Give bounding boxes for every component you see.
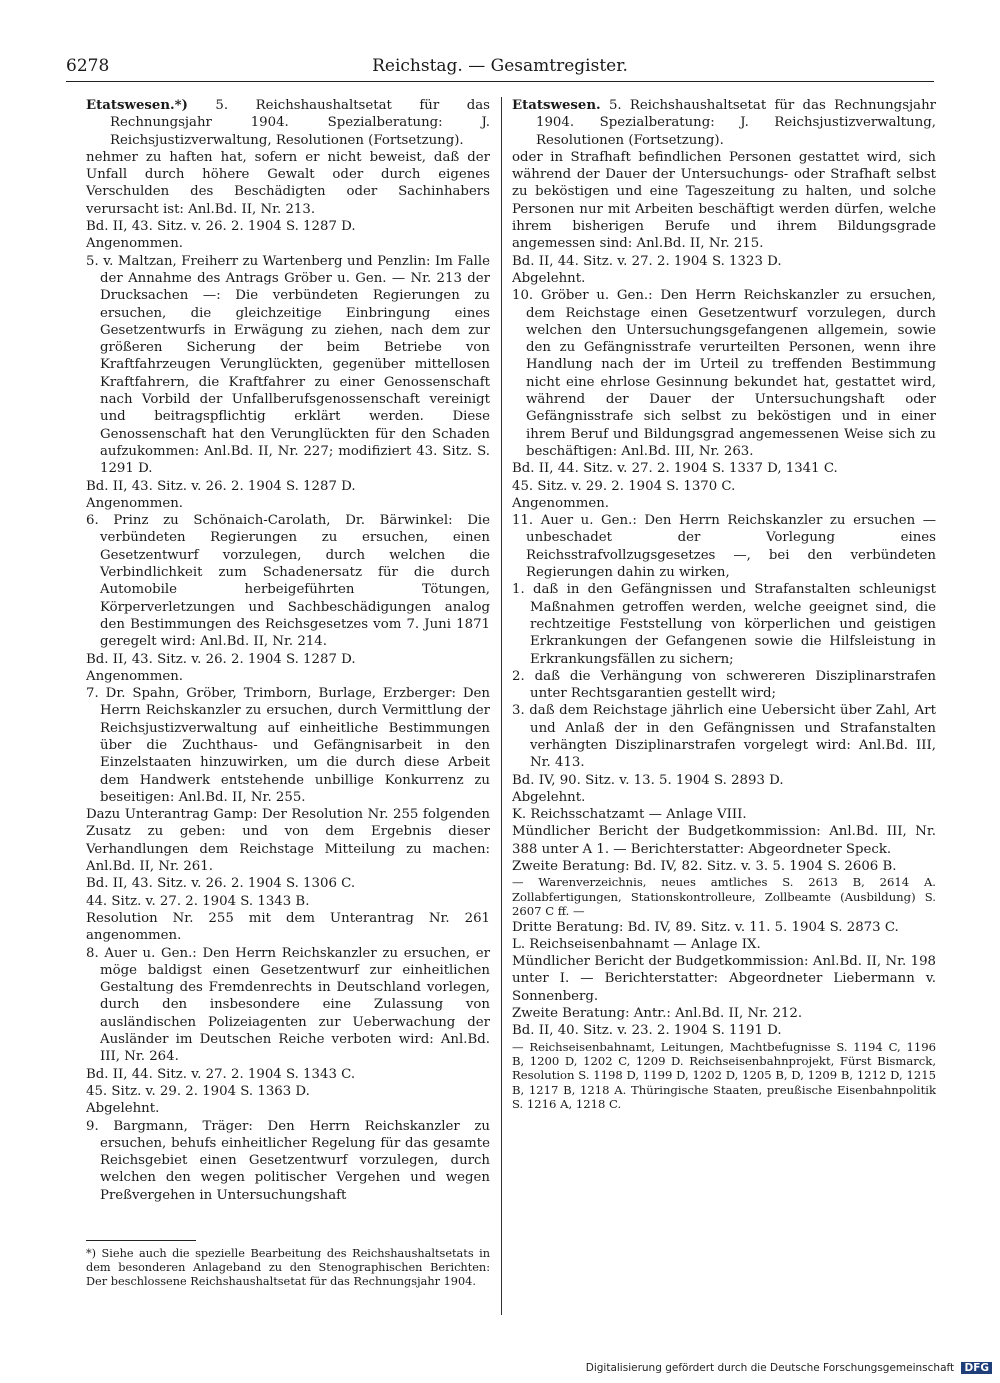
page-number: 6278 (66, 56, 110, 76)
register-line: Bd. II, 44. Sitz. v. 27. 2. 1904 S. 1337 D, 1341 C. (512, 461, 838, 477)
footnote (86, 1247, 490, 1288)
register-line: Bd. II, 40. Sitz. v. 23. 2. 1904 S. 1191 D. (512, 1023, 782, 1039)
register-line: Abgelehnt. (86, 1101, 160, 1117)
register-line: Abgelehnt. (512, 789, 586, 805)
register-line: Bd. II, 43. Sitz. v. 26. 2. 1904 S. 1287 D. (86, 219, 356, 235)
register-line: Dazu Unterantrag Gamp: Der Resolution Nr. 255 folgenden Zusatz zu geben: und von dem Ergebnis dieser Verhandlungen dem Reichstage Mitteilung zu machen: Anl.Bd. II, Nr. 261. (86, 807, 490, 875)
register-line: L. Reichseisenbahnamt — Anlage IX. (512, 936, 761, 952)
register-line: nehmer zu haften hat, sofern er nicht beweist, daß der Unfall durch höhere Gewalt oder durch eigenes Verschulden des Beschädigten oder Sachinhabers verursacht ist: Anl.Bd. II, Nr. 213. (86, 149, 490, 217)
header-rule (66, 81, 934, 82)
register-line: Bd. II, 43. Sitz. v. 26. 2. 1904 S. 1306 C. (86, 876, 356, 892)
register-line: Mündlicher Bericht der Budgetkommission: Anl.Bd. III, Nr. 388 unter A 1. — Berichterstatter: Abgeordneter Speck. (512, 824, 936, 857)
register-line: Bd. II, 44. Sitz. v. 27. 2. 1904 S. 1343 C. (86, 1066, 356, 1082)
register-line: Mündlicher Bericht der Budgetkommission: Anl.Bd. II, Nr. 198 unter I. — Berichterstatter: Abgeordneter Liebermann v. Sonnenberg. (512, 954, 936, 1004)
footnote-rule (86, 1240, 196, 1241)
register-line: 1. daß in den Gefängnissen und Strafanstalten schleunigst Maßnahmen getroffen werden, welche geeignet sind, die rechtzeitige Feststellung von körperlichen und geistigen Erkrankungen der Gefangenen sowie die Hilfsleistung in Erkrankungsfällen zu sichern; (512, 582, 936, 667)
credit-text: Digitalisierung gefördert durch die Deutsche Forschungsgemeinschaft (585, 1362, 955, 1374)
register-line: Bd. II, 44. Sitz. v. 27. 2. 1904 S. 1323 D. (512, 253, 782, 269)
section-label: Etatswesen. (512, 98, 601, 113)
register-line: Bd. II, 43. Sitz. v. 26. 2. 1904 S. 1287 D. (86, 478, 356, 494)
register-line: 8. Auer u. Gen.: Den Herrn Reichskanzler zu ersuchen, er möge baldigst einen Gesetzentwurf zur einheitlichen Gestaltung des Fremdenrechts in Deutschland vorlegen, durch den insbesondere eine Zulassung von ausländischen Polizeiagenten zur Ueberwachung der Ausländer im Deutschen Reiche verboten wird: Anl.Bd. III, Nr. 264. (86, 945, 490, 1065)
register-line: Bd. II, 43. Sitz. v. 26. 2. 1904 S. 1287 D. (86, 651, 356, 667)
register-line: Dritte Beratung: Bd. IV, 89. Sitz. v. 11. 5. 1904 S. 2873 C. (512, 919, 899, 935)
register-line: oder in Strafhaft befindlichen Personen gestattet wird, sich während der Dauer der Untersuchungs- oder Strafhaft selbst zu beköstigen und eine Tageszeitung zu halten, und solche Personen nur mit Arbeiten beschäftigt werden dürfen, welche ihrem bisherigen Berufe und ihrem Bildungsgrade angemessen sind: Anl.Bd. II, Nr. 215. (512, 149, 936, 252)
register-line: Zweite Beratung: Antr.: Anl.Bd. II, Nr. 212. (512, 1006, 803, 1022)
left-column (86, 97, 490, 1204)
register-line: Resolution Nr. 255 mit dem Unterantrag Nr. 261 angenommen. (86, 910, 490, 944)
register-line: 5. v. Maltzan, Freiherr zu Wartenberg und Penzlin: Im Falle der Annahme des Antrags Gröber u. Gen. — Nr. 213 der Drucksachen —: Die verbündeten Regierungen zu ersuchen, die gleichzeitige Einbringung eines Gesetzentwurfs in Erwägung zu ziehen, nach dem zur größeren Sicherung der beim Betriebe von Kraftfahrzeugen Verunglückten, gegenüber mittellosen Kraftfahrern, die Kraftfahrer zu einer Genossenschaft nach Vorbild der Unfallberufsgenossenschaft vereinigt und beitragspflichtig erklärt werden. Diese Genossenschaft hat den Verunglückten für den Schaden aufzukommen: Anl.Bd. II, Nr. 227; modifiziert 43. Sitz. S. 1291 D. (86, 253, 490, 477)
register-line: Angenommen. (86, 668, 183, 684)
register-line: Zweite Beratung: Bd. IV, 82. Sitz. v. 3. 5. 1904 S. 2606 B. (512, 859, 897, 875)
running-head: Reichstag. — Gesamtregister. (372, 56, 628, 76)
register-line: — Reichseisenbahnamt, Leitungen, Machtbefugnisse S. 1194 C, 1196 B, 1200 D, 1202 C, 1209 D. Reichseisenbahnprojekt, Fürst Bismarck, Resolution S. 1198 D, 1199 D, 1202 D, 1205 B, D, 1209 B, 1212 D, 1215 B, 1217 B, 1218 A. Thüringische Staaten, preußische Eisenbahnpolitik S. 1216 A, 1218 C. (512, 1039, 936, 1112)
dfg-logo: DFG (961, 1362, 992, 1374)
column-divider (501, 97, 502, 1315)
register-line: 6. Prinz zu Schönaich-Carolath, Dr. Bärwinkel: Die verbündeten Regierungen zu ersuchen, einen Gesetzentwurf vorzulegen, durch welchen die Verbindlichkeit zum Schadenersatz für die durch Automobile herbeigeführten Tötungen, Körperverletzungen und Sachbeschädigungen analog den Bestimmungen des Reichsgesetzes vom 7. Juni 1871 geregelt wird: Anl.Bd. II, Nr. 214. (86, 513, 490, 650)
continuation-head (86, 97, 490, 149)
continuation-head (512, 97, 936, 149)
register-line: Abgelehnt. (512, 270, 586, 286)
register-line: Angenommen. (86, 236, 183, 252)
register-line: Angenommen. (512, 495, 609, 511)
register-line: 44. Sitz. v. 27. 2. 1904 S. 1343 B. (86, 893, 310, 909)
register-line: 45. Sitz. v. 29. 2. 1904 S. 1363 D. (86, 1083, 310, 1099)
section-label: Etatswesen.*) (86, 98, 188, 113)
continuation-text: 5. Reichshaushaltsetat für das Rechnungsjahr 1904. Spezialberatung: J. Reichsjustizverwaltung, Resolutionen (Fortsetzung). (110, 98, 490, 148)
register-line: Bd. IV, 90. Sitz. v. 13. 5. 1904 S. 2893 D. (512, 772, 784, 788)
register-line: 11. Auer u. Gen.: Den Herrn Reichskanzler zu ersuchen — unbeschadet der Vorlegung eines Reichsstrafvollzugsgesetzes —, bei den verbündeten Regierungen dahin zu wirken, (512, 513, 936, 581)
register-line: 3. daß dem Reichstage jährlich eine Uebersicht über Zahl, Art und Anlaß der in den Gefängnissen und Strafanstalten verhängten Disziplinarstrafen vorgelegt wird: Anl.Bd. III, Nr. 413. (512, 703, 936, 771)
register-line: K. Reichsschatzamt — Anlage VIII. (512, 807, 747, 823)
footer-credit (586, 1362, 992, 1374)
register-line: — Warenverzeichnis, neues amtliches S. 2613 B, 2614 A. Zollabfertigungen, Stationskontrolleure, Zollbeamte (Ausbildung) S. 2607 C ff. — (512, 875, 936, 919)
footnote-text: *) Siehe auch die spezielle Bearbeitung des Reichshaushaltsetats in dem besonderen Anlageband zu den Stenographischen Berichten: Der beschlossene Reichshaushaltsetat für das Rechnungsjahr 1904. (86, 1247, 490, 1288)
left-entries (86, 149, 490, 1204)
right-column (512, 97, 936, 1112)
register-line: 2. daß die Verhängung von schwereren Disziplinarstrafen unter Rechtsgarantien gestellt wird; (512, 668, 936, 702)
register-line: Angenommen. (86, 495, 183, 511)
register-line: 10. Gröber u. Gen.: Den Herrn Reichskanzler zu ersuchen, dem Reichstage einen Gesetzentwurf vorzulegen, durch welchen den Untersuchungsgefangenen allgemein, sowie den zu Gefängnisstrafe verurteilten Personen, wenn ihre Handlung nach der im Urteil zu treffenden Bestimmung nicht eine ehrlose Gesinnung bekundet hat, gestattet wird, während der Dauer der Untersuchungshaft oder Gefängnisstrafe sich selbst zu beköstigen und in einer ihrem Beruf und Bildungsgrad angemessenen Weise sich zu beschäftigen: Anl.Bd. III, Nr. 263. (512, 288, 936, 459)
register-line: 7. Dr. Spahn, Gröber, Trimborn, Burlage, Erzberger: Den Herrn Reichskanzler zu ersuchen, durch Vermittlung der Reichsjustizverwaltung auf einheitliche Bestimmungen über die Zuchthaus- und Gefängnisarbeit in den Einzelstaaten hinzuwirken, um die durch diese Arbeit dem Handwerk entstehende unbillige Konkurrenz zu beseitigen: Anl.Bd. II, Nr. 255. (86, 686, 490, 805)
register-line: 45. Sitz. v. 29. 2. 1904 S. 1370 C. (512, 478, 736, 494)
right-entries (512, 149, 936, 1112)
continuation-text: 5. Reichshaushaltsetat für das Rechnungsjahr 1904. Spezialberatung: J. Reichsjustizverwaltung, Resolutionen (Fortsetzung). (536, 98, 936, 148)
register-line: 9. Bargmann, Träger: Den Herrn Reichskanzler zu ersuchen, behufs einheitlicher Regelung für das gesamte Reichsgebiet einen Gesetzentwurf vorzulegen, durch welchen den wegen politischer Vergehen und wegen Preßvergehen in Untersuchungshaft (86, 1118, 490, 1203)
